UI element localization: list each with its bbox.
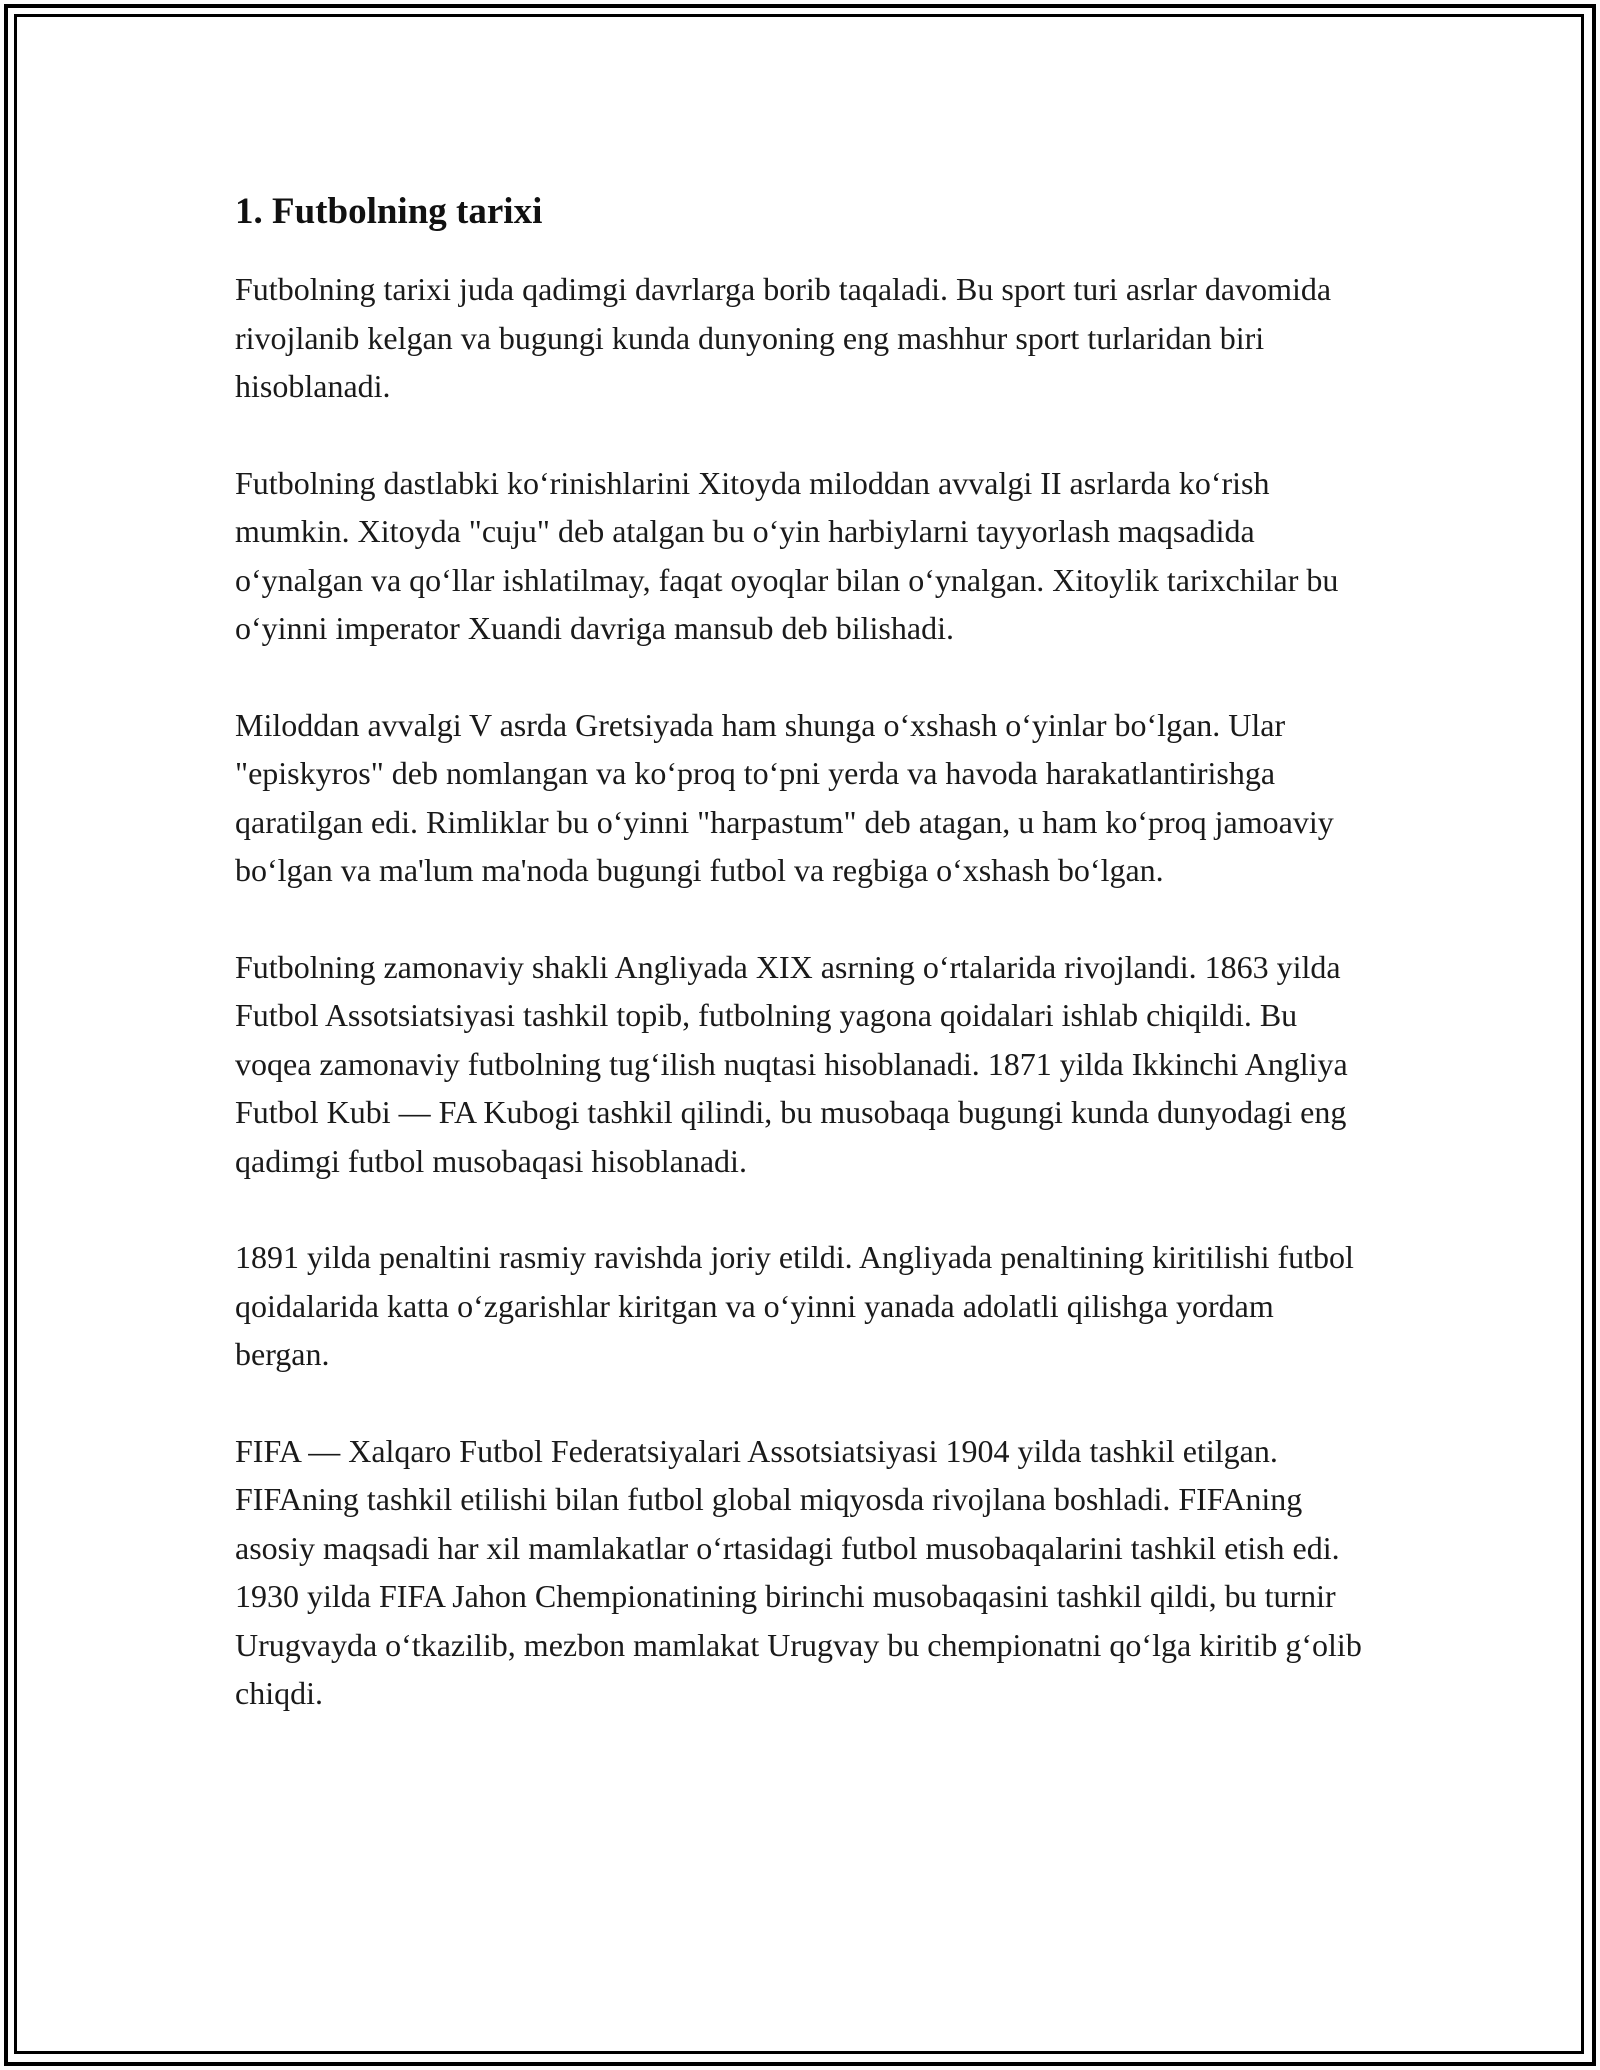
paragraph-china-cuju: Futbolning dastlabki ko‘rinishlarini Xitoyda miloddan avvalgi II asrlarda ko‘rish mumkin. Xitoyda "cuju" deb atalgan bu o‘yin harbiylarni tayyorlash maqsadida o‘ynalgan va qo‘llar ishlatilmay, faqat oyoqlar bilan o‘ynalgan. Xitoylik tarixchilar bu o‘yinni imperator Xuandi davriga mansub deb bilishadi. bbox=[235, 464, 1339, 646]
document-body bbox=[235, 186, 1375, 1766]
paragraph-england-modern: Futbolning zamonaviy shakli Angliyada XIX asrning o‘rtalarida rivojlandi. 1863 yilda Futbol Assotsiatsiyasi tashkil topib, futbolning yagona qoidalari ishlab chiqildi. Bu voqea zamonaviy futbolning tug‘ilish nuqtasi hisoblanadi. 1871 yilda Ikkinchi Angliya Futbol Kubi — FA Kubogi tashkil qilindi, bu musobaqa bugungi kunda dunyodagi eng qadimgi futbol musobaqasi hisoblanadi. bbox=[235, 948, 1348, 1179]
paragraph-fifa: FIFA — Xalqaro Futbol Federatsiyalari Assotsiatsiyasi 1904 yilda tashkil etilgan. FIFAning tashkil etilishi bilan futbol global miqyosda rivojlana boshladi. FIFAning asosiy maqsadi har xil mamlakatlar o‘rtasidagi futbol musobaqalarini tashkil etish edi. 1930 yilda FIFA Jahon Chempionatining birinchi musobaqasini tashkil qildi, bu turnir Urugvayda o‘tkazilib, mezbon mamlakat Urugvay bu chempionatni qo‘lga kiritib g‘olib chiqdi. bbox=[235, 1432, 1362, 1711]
paragraph-intro: Futbolning tarixi juda qadimgi davrlarga borib taqaladi. Bu sport turi asrlar davomida rivojlanib kelgan va bugungi kunda dunyoning eng mashhur sport turlaridan biri hisoblanadi. bbox=[235, 271, 1332, 404]
paragraph-penalty: 1891 yilda penaltini rasmiy ravishda joriy etildi. Angliyada penaltining kiritilishi futbol qoidalarida katta o‘zgarishlar kiritgan va o‘yinni yanada adolatli qilishga yordam bergan. bbox=[235, 1239, 1354, 1372]
paragraph-greece-rome: Miloddan avvalgi V asrda Gretsiyada ham shunga o‘xshash o‘yinlar bo‘lgan. Ular "episkyros" deb nomlangan va ko‘proq to‘pni yerda va havoda harakatlantirishga qaratilgan edi. Rimliklar bu o‘yinni "harpastum" deb atagan, u ham ko‘proq jamoaviy bo‘lgan va ma'lum ma'noda bugungi futbol va regbiga o‘xshash bo‘lgan. bbox=[235, 706, 1334, 888]
section-heading: 1. Futbolning tarixi bbox=[235, 191, 543, 232]
